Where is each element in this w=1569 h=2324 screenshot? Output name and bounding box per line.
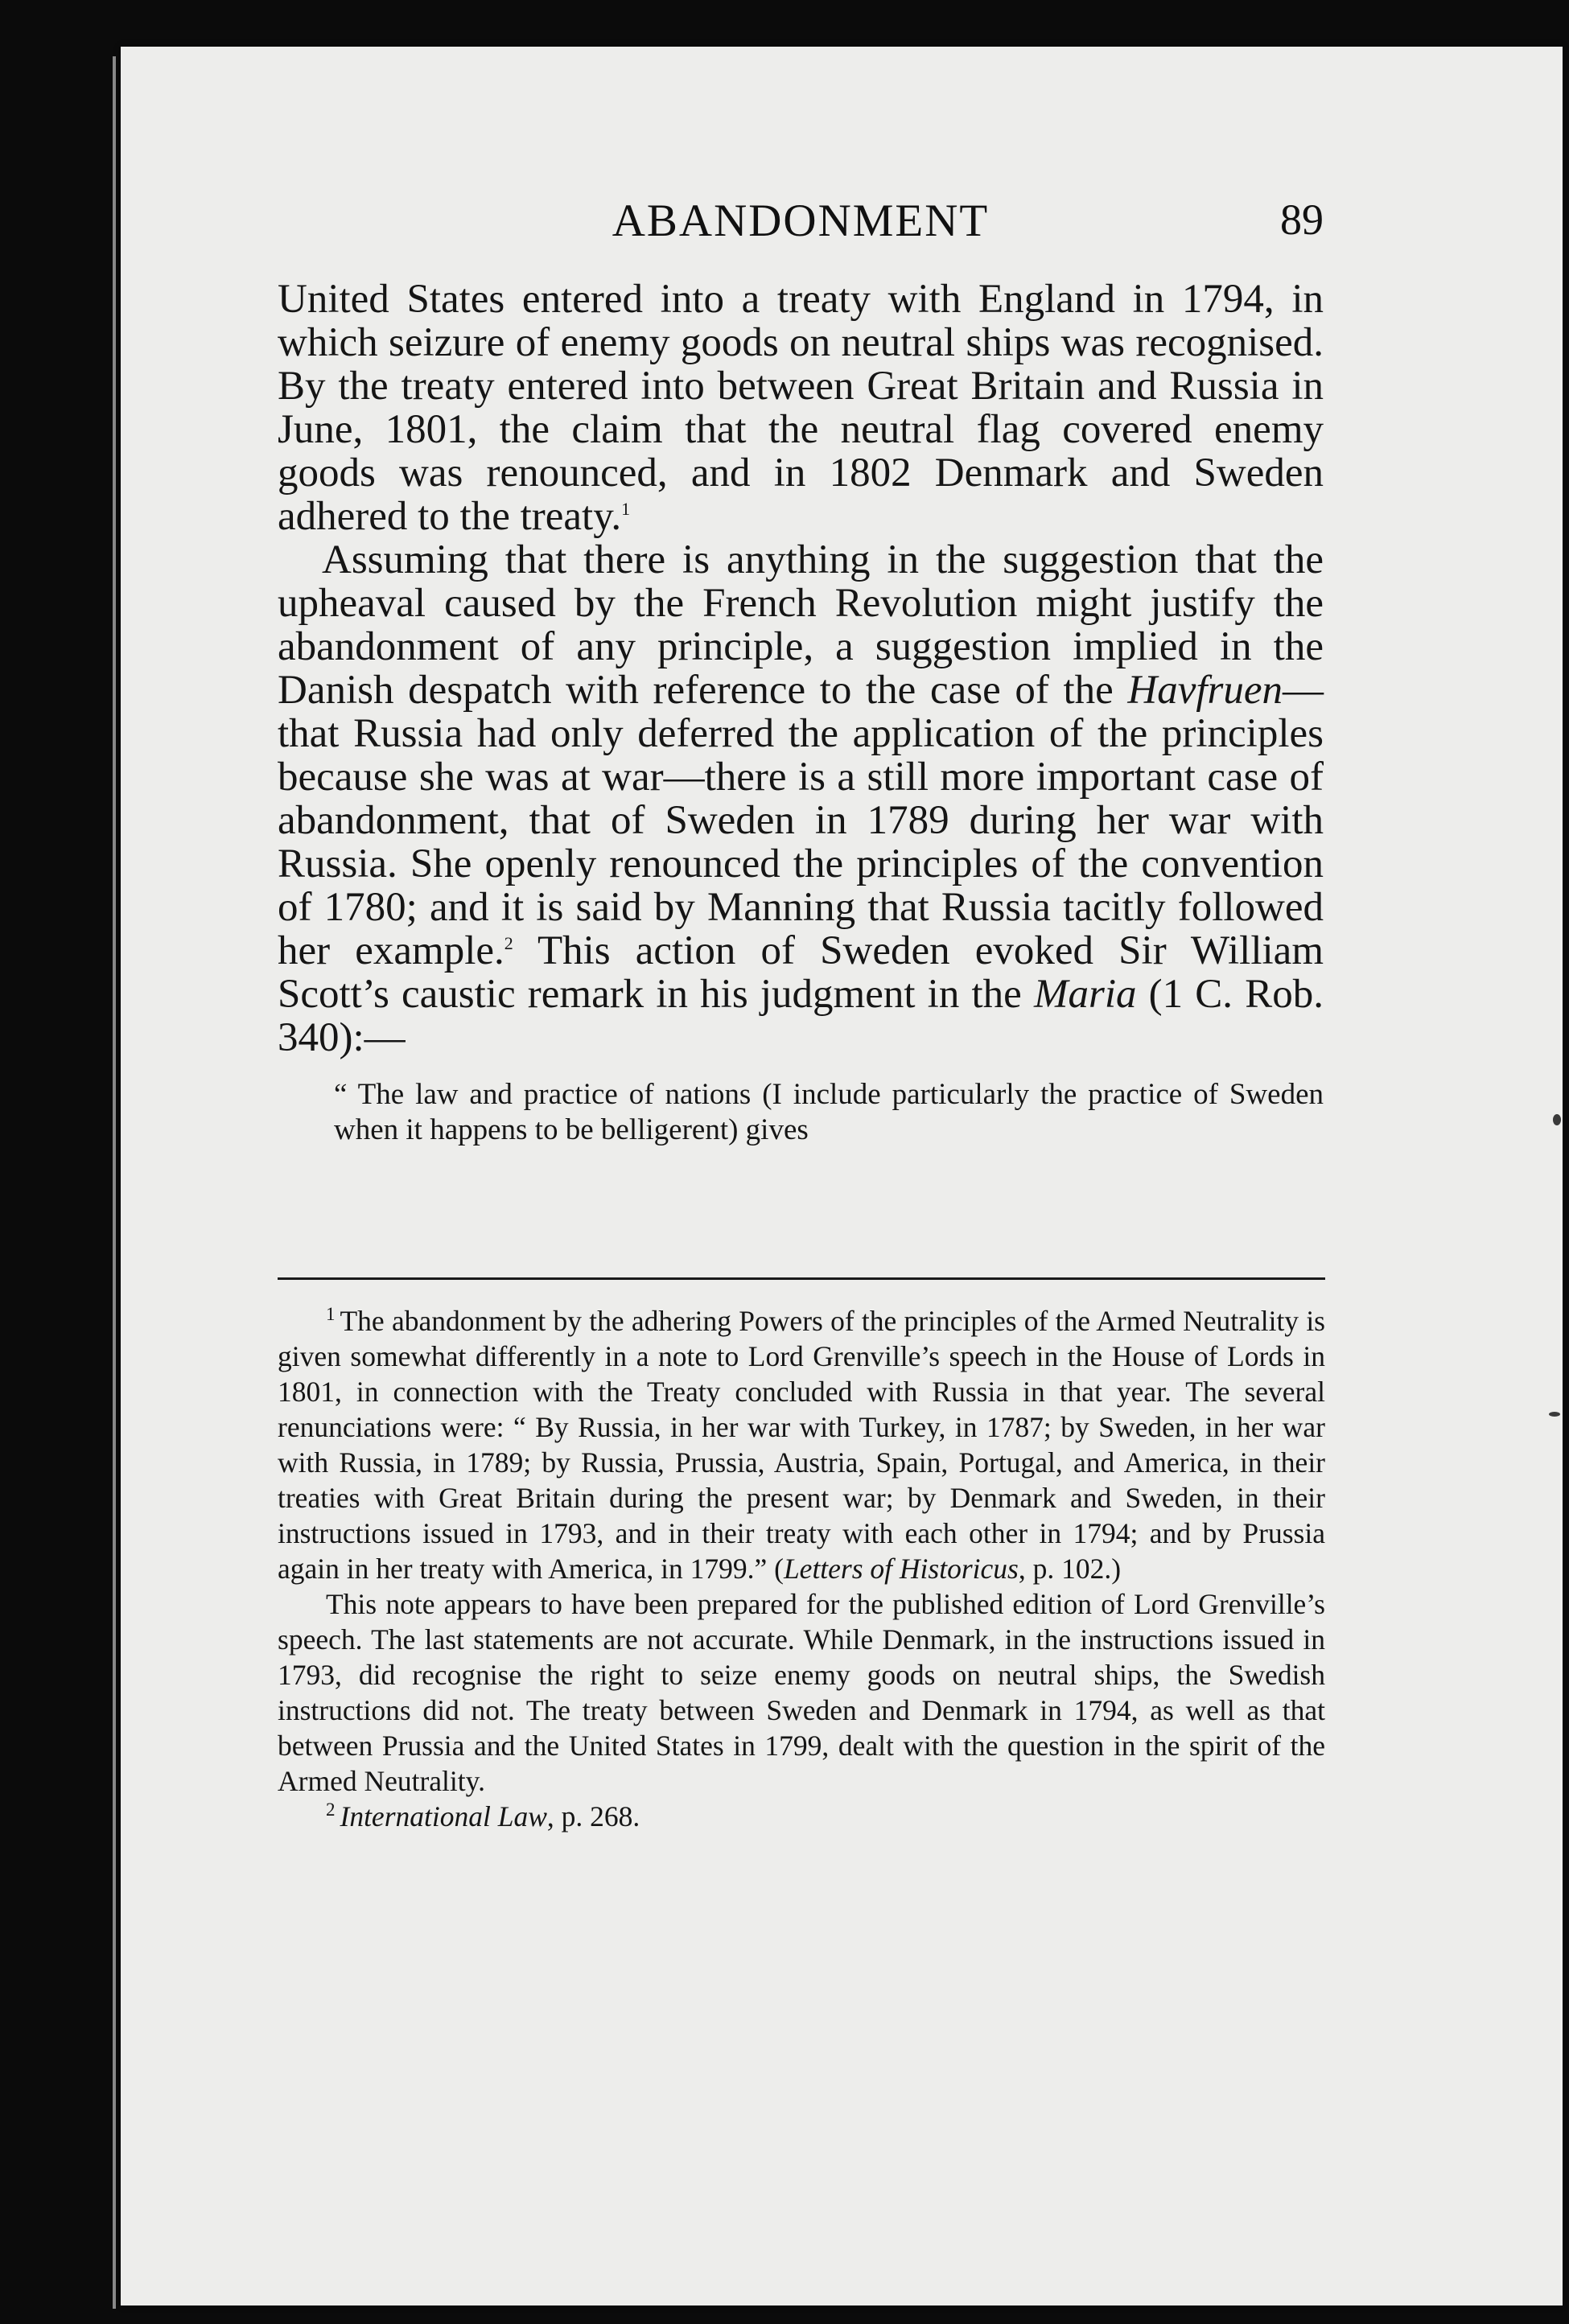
running-title: ABANDONMENT <box>612 195 990 246</box>
footnote-1-text: The abandonment by the adhering Powers of the principles of the Armed Neutrality is given somewhat differently in a note to Lord Grenville’s speech in the House of Lords in 1801, in connection with the Treaty concluded with Russia in that year. The several renunciations were: “ By Russia, in her war with Turkey, in 1787; by Sweden, in her war with Russia, in 1789; by Russia, Prussia, Austria, Spain, Portugal, and America, in their treaties with Great Britain during the present war; by Denmark and Sweden, in their instructions issued in 1793, and in their treaty with each other in 1794; and by Prussia again in her treaty with America, in 1799.” ( <box>278 1305 1325 1585</box>
footnote-divider <box>278 1277 1325 1280</box>
paragraph-1 <box>278 278 1324 538</box>
paragraph-1-text: United States entered into a treaty with England in 1794, in which seizure of enemy goods on neutral ships was recognised. By the treaty entered into between Great Britain and Russia in June, 1801, the claim that the neutral flag covered enemy goods was renounced, and in 1802 Denmark and Sweden adhered to the treaty. <box>278 277 1324 539</box>
footnote-1-mark: 1 <box>326 1304 336 1325</box>
film-edge-line <box>113 56 116 2309</box>
footnote-2-source: International Law <box>340 1800 547 1832</box>
paragraph-2-text-a: Assuming that there is anything in the suggestion that the upheaval caused by the French Revolution might justify the abandonment of any principle, a suggestion implied in the Danish despatch with reference to the case of the <box>278 537 1324 713</box>
footnote-1-source: Letters of Historicus <box>783 1553 1019 1585</box>
main-text <box>278 278 1324 1148</box>
case-name-maria: Maria <box>1033 972 1137 1017</box>
paragraph-2-text-d: (1 C. Rob. 340):— <box>278 972 1324 1060</box>
paragraph-2-text-b: —that Russia had only deferred the application of the principles because she was at war—there is a still more important case of abandonment, that of Sweden in 1789 during her war with Russia. She openly renounced the principles of the convention of 1780; and it is said by Manning that Russia tacitly followed her example. <box>278 668 1324 973</box>
footnote-2 <box>278 1799 1325 1834</box>
footnotes <box>278 1303 1325 1834</box>
case-name-havfruen: Havfruen <box>1127 668 1283 713</box>
scan-speck <box>1549 1412 1560 1417</box>
paragraph-2 <box>278 538 1324 1059</box>
footnote-ref-2: 2 <box>504 933 513 953</box>
footnote-2-mark: 2 <box>326 1800 336 1820</box>
footnote-ref-1: 1 <box>621 499 631 519</box>
footnote-2-end: , p. 268. <box>546 1800 640 1832</box>
footnote-1 <box>278 1303 1325 1586</box>
page-number: 89 <box>1280 195 1324 244</box>
block-quote: “ The law and practice of nations (I include particularly the practice of Sweden when it happens to be belligerent) gives <box>334 1078 1324 1146</box>
footnote-1-continuation: This note appears to have been prepared for the published edition of Lord Grenville’s speech. The last statements are not accurate. While Denmark, in the instructions issued in 1793, did recognise the right to seize enemy goods on neutral ships, the Swedish instructions did not. The treaty between Sweden and Denmark in 1794, as well as that between Prussia and the United States in 1799, dealt with the question in the spirit of the Armed Neutrality. <box>278 1588 1325 1797</box>
page-header <box>278 195 1324 251</box>
footnote-1-end: , p. 102.) <box>1018 1553 1122 1585</box>
paragraph-2-text-c: This action of Sweden evoked Sir William Scott’s caustic remark in his judgment in the <box>278 928 1324 1017</box>
scan-speck <box>1553 1114 1561 1125</box>
